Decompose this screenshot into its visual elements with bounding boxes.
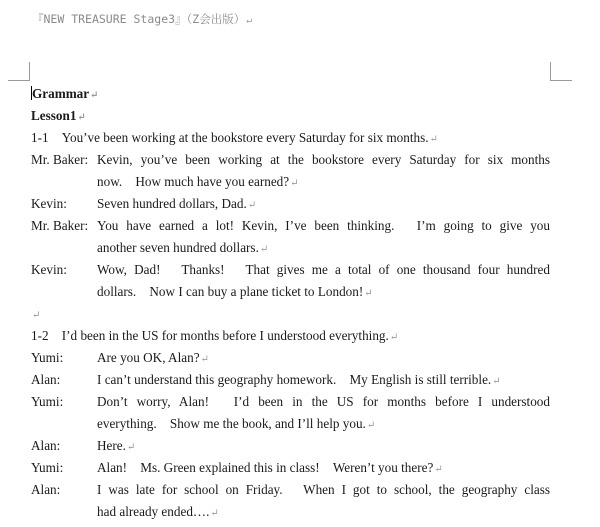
speaker-label: Alan: <box>31 482 61 497</box>
dialogue-continuation-text: dollars. Now I can buy a plane ticket to London! <box>97 284 364 299</box>
speaker-label: Mr. Baker: <box>31 152 89 167</box>
page-corner-left <box>8 62 30 81</box>
dialogue-text-content: I can’t understand this geography homework. My English is still terrible. <box>97 372 492 387</box>
speaker-label: Kevin: <box>31 262 67 277</box>
dialogue-continuation[interactable] <box>97 504 219 522</box>
paragraph-mark: ↵ <box>434 464 443 475</box>
paragraph-mark: ↵ <box>77 112 86 123</box>
empty-paragraph[interactable] <box>31 306 40 324</box>
dialogue-continuation-text: another seven hundred dollars. <box>97 240 259 255</box>
dialogue-continuation[interactable] <box>97 240 268 258</box>
dialogue-text-content: Are you OK, Alan? <box>97 350 200 365</box>
dialogue-text-content: Alan! Ms. Green explained this in class! Weren’t you there? <box>97 460 434 475</box>
paragraph-mark: ↵ <box>247 200 257 211</box>
paragraph-mark: ↵ <box>32 310 41 321</box>
speaker-label: Alan: <box>31 438 61 453</box>
dialogue-text-content: Seven hundred dollars, Dad. <box>97 196 247 211</box>
dialogue-continuation[interactable] <box>97 174 299 192</box>
dialogue-continuation[interactable] <box>97 416 375 434</box>
speaker-label: Yumi: <box>31 460 64 475</box>
dialogue-text[interactable]: I was late for school on Friday. When I got to school, the geography class <box>97 482 550 497</box>
paragraph-mark: ↵ <box>364 288 373 299</box>
paragraph-mark: ↵ <box>210 508 219 519</box>
section-title-1-2[interactable] <box>31 328 398 346</box>
speaker-label: Kevin: <box>31 196 67 211</box>
lesson-text: Lesson1 <box>31 108 77 123</box>
document-header <box>32 11 252 27</box>
page-corner-right <box>550 62 572 81</box>
dialogue-continuation-text: had already ended…. <box>97 504 210 519</box>
dialogue-text[interactable] <box>97 196 256 214</box>
paragraph-mark: ↵ <box>389 332 399 343</box>
heading-text: Grammar <box>32 86 90 101</box>
dialogue-continuation[interactable] <box>97 284 373 302</box>
dialogue-text-content: Here. <box>97 438 126 453</box>
dialogue-text[interactable]: You have earned a lot! Kevin, I’ve been thinking. I’m going to give you <box>97 218 550 233</box>
dialogue-text[interactable]: Don’t worry, Alan! I’d been in the US for months before I understood <box>97 394 550 409</box>
heading[interactable] <box>31 86 99 104</box>
lesson-title[interactable] <box>31 108 86 126</box>
paragraph-mark: ↵ <box>492 376 501 387</box>
dialogue-text[interactable] <box>97 460 443 478</box>
paragraph-mark: ↵ <box>200 354 209 365</box>
paragraph-mark: ↵ <box>246 15 253 26</box>
dialogue-text[interactable]: Wow, Dad! Thanks! That gives me a total of one thousand four hundred <box>97 262 550 277</box>
dialogue-text[interactable]: Kevin, you’ve been working at the bookstore every Saturday for six months <box>97 152 550 167</box>
section-title-text: 1-2 I’d been in the US for months before I understood everything. <box>31 328 389 343</box>
dialogue-continuation-text: now. How much have you earned? <box>97 174 290 189</box>
section-title-1-1[interactable] <box>31 130 438 148</box>
dialogue-text[interactable] <box>97 350 209 368</box>
speaker-label: Alan: <box>31 372 61 387</box>
paragraph-mark: ↵ <box>290 178 299 189</box>
paragraph-mark: ↵ <box>366 420 376 431</box>
speaker-label: Yumi: <box>31 394 64 409</box>
header-text: 『NEW TREASURE Stage3』（Z会出版） <box>32 12 246 26</box>
paragraph-mark: ↵ <box>90 90 99 101</box>
dialogue-continuation-text: everything. Show me the book, and I’ll help you. <box>97 416 366 431</box>
dialogue-text[interactable] <box>97 438 135 456</box>
paragraph-mark: ↵ <box>259 244 269 255</box>
paragraph-mark: ↵ <box>429 134 438 145</box>
speaker-label: Mr. Baker: <box>31 218 89 233</box>
dialogue-text[interactable] <box>97 372 501 390</box>
speaker-label: Yumi: <box>31 350 64 365</box>
section-title-text: 1-1 You’ve been working at the bookstore every Saturday for six months. <box>31 130 429 145</box>
paragraph-mark: ↵ <box>126 442 136 453</box>
